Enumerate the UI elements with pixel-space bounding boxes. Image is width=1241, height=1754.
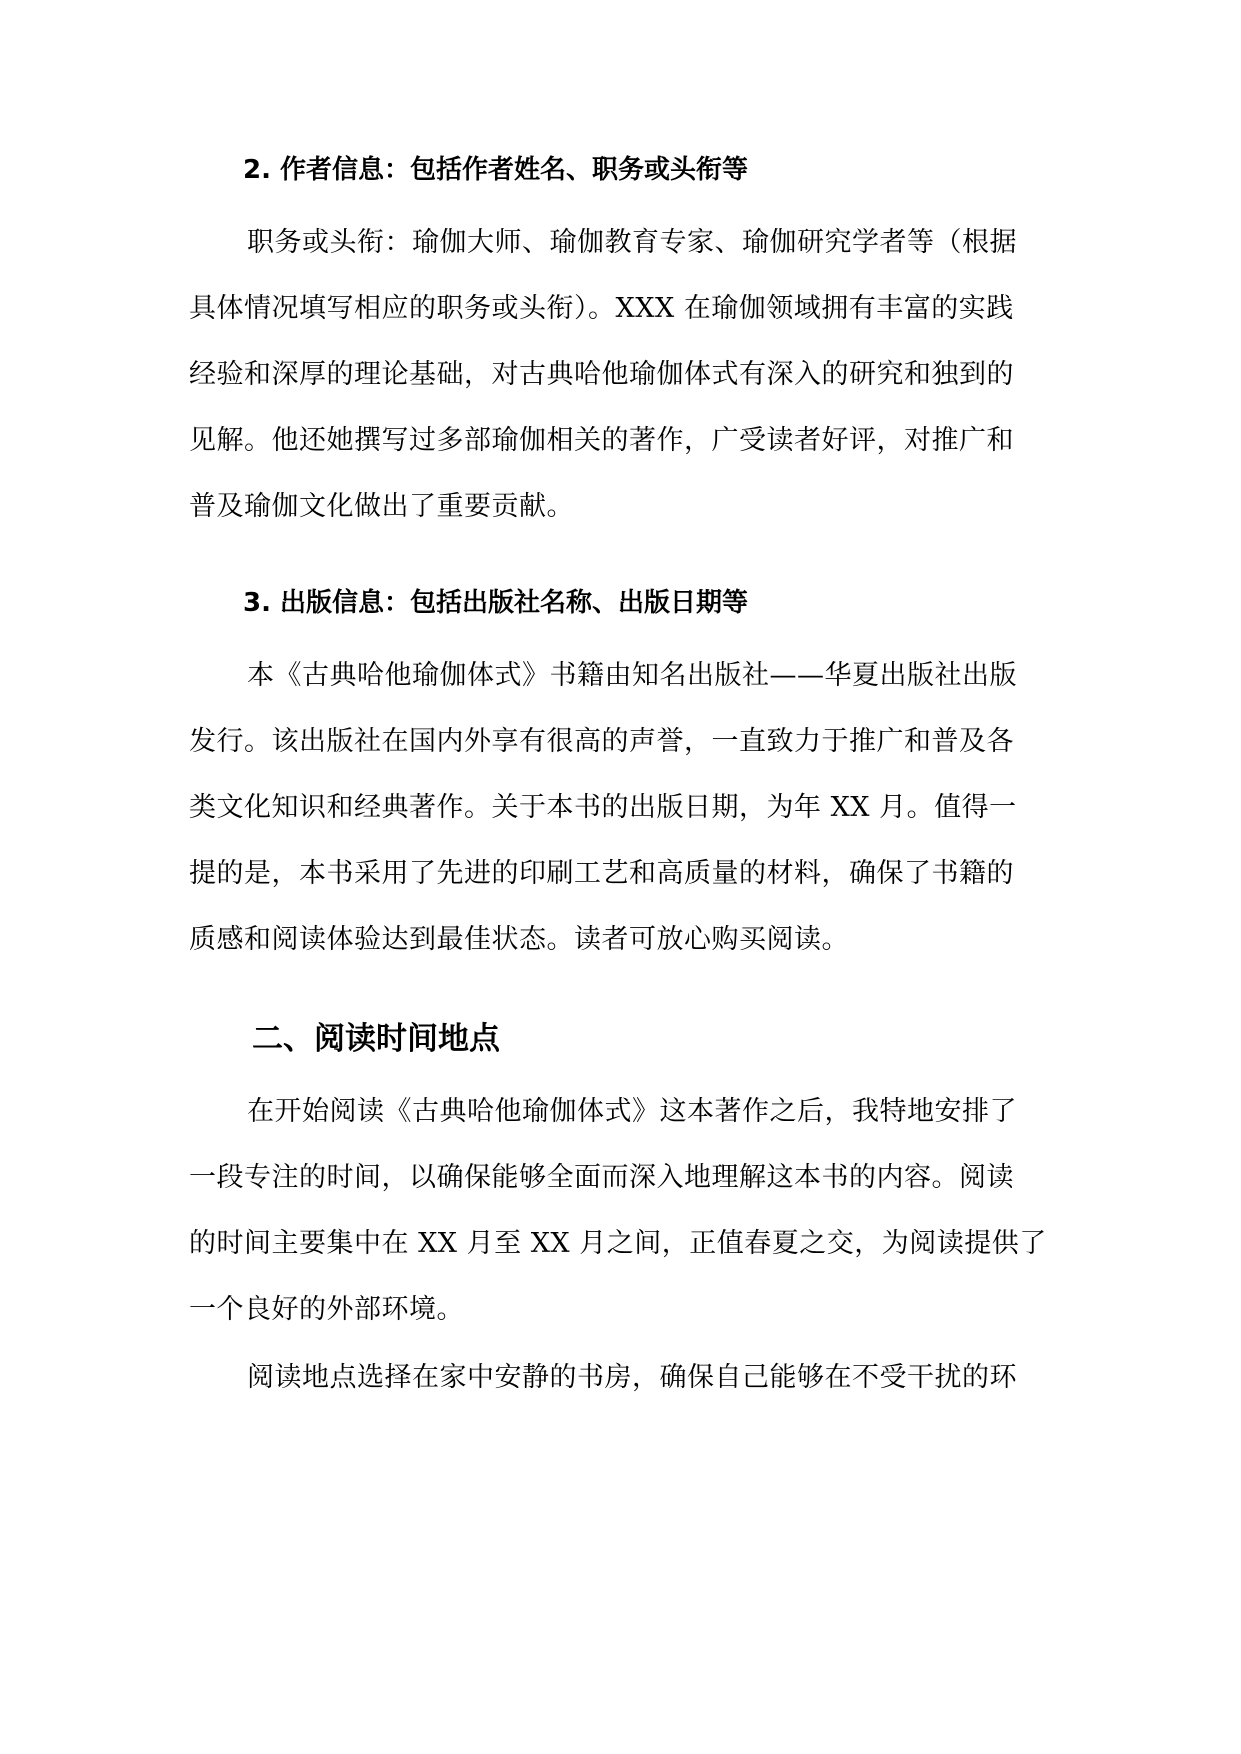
paragraph-line: 阅读地点选择在家中安静的书房，确保自己能够在不受干扰的环 <box>247 1362 1017 1393</box>
paragraph-line: 见解。他还她撰写过多部瑜伽相关的著作，广受读者好评，对推广和 <box>189 425 1014 456</box>
publish-info-heading: 3. 出版信息：包括出版社名称、出版日期等 <box>243 588 749 618</box>
paragraph-line: 质感和阅读体验达到最佳状态。读者可放心购买阅读。 <box>189 924 849 955</box>
paragraph-line: 发行。该出版社在国内外享有很高的声誉，一直致力于推广和普及各 <box>189 726 1014 757</box>
paragraph-line: 提的是，本书采用了先进的印刷工艺和高质量的材料，确保了书籍的 <box>189 858 1014 889</box>
paragraph-line: 经验和深厚的理论基础，对古典哈他瑜伽体式有深入的研究和独到的 <box>189 359 1014 390</box>
paragraph-line: 职务或头衔：瑜伽大师、瑜伽教育专家、瑜伽研究学者等（根据 <box>247 227 1017 258</box>
paragraph-line: 一段专注的时间，以确保能够全面而深入地理解这本书的内容。阅读 <box>189 1162 1014 1193</box>
paragraph-line: 具体情况填写相应的职务或头衔）。XXX 在瑜伽领域拥有丰富的实践 <box>189 293 1014 324</box>
paragraph-line: 普及瑜伽文化做出了重要贡献。 <box>189 491 574 522</box>
paragraph-line: 类文化知识和经典著作。关于本书的出版日期，为年 XX 月。值得一 <box>189 792 1017 823</box>
reading-time-place-section-title: 二、阅读时间地点 <box>252 1021 500 1057</box>
paragraph-line: 在开始阅读《古典哈他瑜伽体式》这本著作之后，我特地安排了 <box>247 1096 1017 1127</box>
paragraph-line: 本《古典哈他瑜伽体式》书籍由知名出版社——华夏出版社出版 <box>247 660 1017 691</box>
paragraph-line: 的时间主要集中在 XX 月至 XX 月之间，正值春夏之交，为阅读提供了 <box>189 1228 1047 1259</box>
paragraph-line: 一个良好的外部环境。 <box>189 1294 464 1325</box>
author-info-heading: 2. 作者信息：包括作者姓名、职务或头衔等 <box>243 155 749 185</box>
